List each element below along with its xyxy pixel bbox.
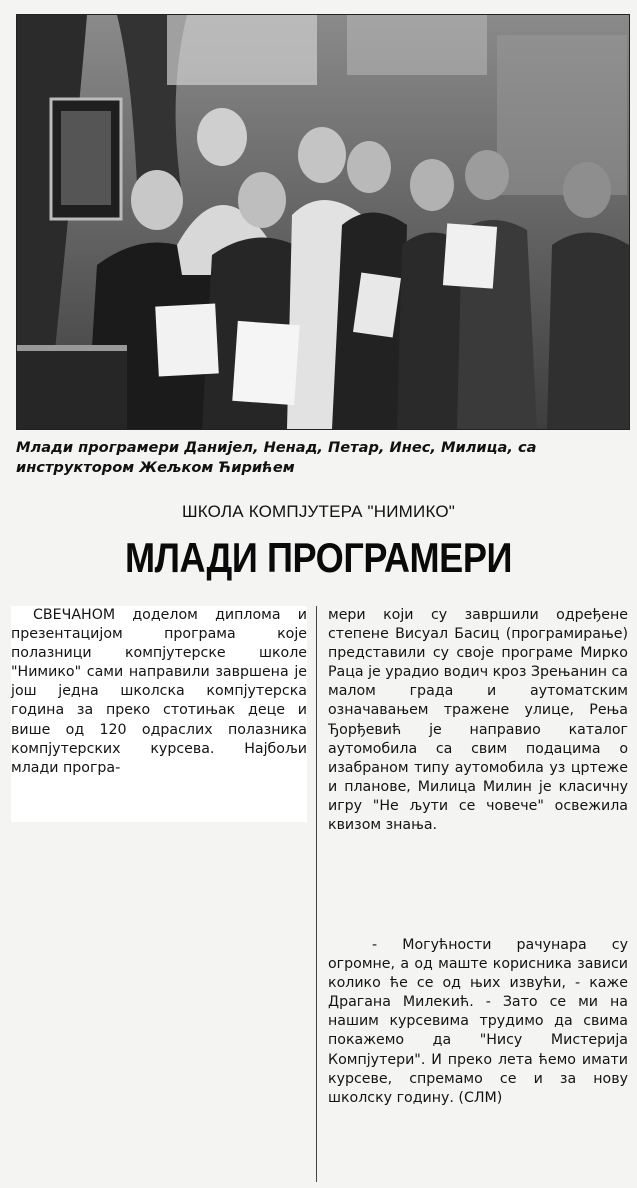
kicker: ШКОЛА КОМПЈУТЕРА "НИМИКО" — [181, 502, 456, 521]
article-column-right-bottom — [328, 936, 628, 1108]
column-divider — [316, 606, 317, 1182]
article-column-left — [11, 606, 307, 822]
article-column-right-top — [328, 606, 628, 835]
headline: МЛАДИ ПРОГРАМЕРИ — [124, 534, 513, 581]
photo-caption: Млади програмери Данијел, Ненад, Петар, Инес, Милица, са инструктором Жељком Ћирићем — [16, 439, 537, 476]
group-photo-illustration — [17, 15, 629, 429]
paragraph-2: - Могућности рачунара су огромне, а од маште корисника зависи колико ће се од њих извући, - каже Драгана Милекић. - Зато се ми на нашим курсевима трудимо да свима покажемо да "Нису Мистерија Компјутери". И преко лета ћемо имати курсеве, спремамо се и за нову школску годину. (СЛМ) — [328, 937, 628, 1106]
paragraph-1-continued: мери који су завршили одређене степене Висуал Басиц (програмирање) представили су своје програме Мирко Раца је урадио водич кроз Зрењанин са малом града и аутоматским означавањем тражене улице, Рења Ђорђевић је направио каталог аутомобила са свим подацима о изабраном типу аутомобила уз цртеже и планове, Милица Милин је класичну игру "Не љути се човече" освежила квизом знања. — [328, 607, 628, 834]
group-photo — [16, 14, 630, 430]
paragraph-1-full — [0, 0, 1, 1]
paragraph-1-start: СВЕЧАНОМ доделом диплома и презентацијом програма које полазници компјутерске школе "Нимико" сами направили завршена је још једна школска компјутерска година за преко стотињак деце и више од 120 одраслих полазника компјутерских курсева. Најбољи млади програ- — [11, 607, 307, 776]
